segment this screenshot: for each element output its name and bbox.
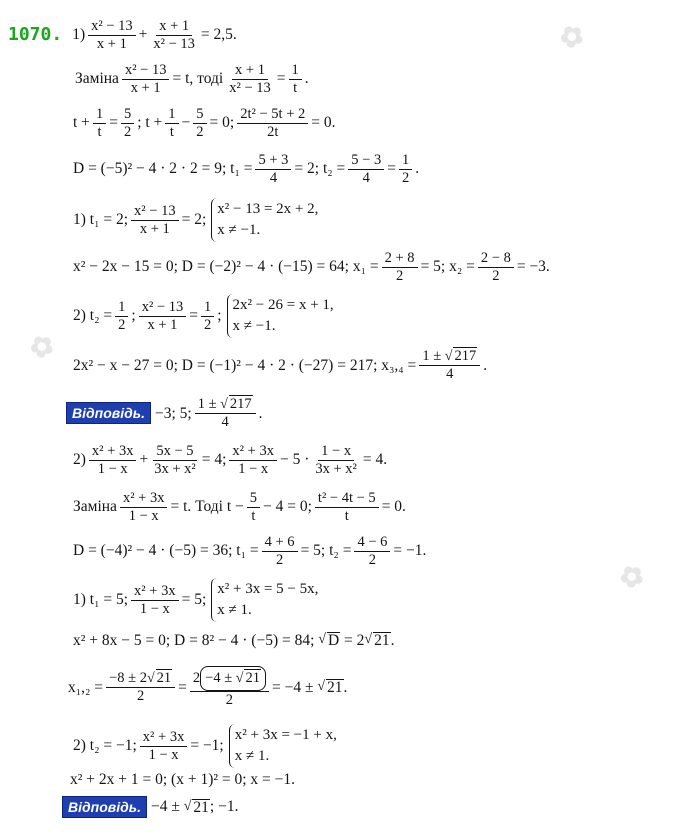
numerator — [106, 670, 175, 688]
radicand: 21 — [374, 632, 390, 649]
equation-text: = 2; — [181, 211, 207, 229]
denominator: 2 — [275, 551, 284, 568]
equation-text: = t, тоді — [172, 70, 224, 88]
equation-text: = 0. — [311, 114, 336, 132]
equation-text: −4 ± — [150, 798, 180, 816]
radicand: 217 — [229, 396, 252, 412]
fraction — [151, 443, 199, 477]
equation-text: ; — [131, 307, 136, 325]
equation-line-16 — [73, 724, 337, 768]
equation-text: 2) t₂ = — [73, 307, 113, 325]
equation-text: D = (−4)² − 4 · (−5) = 36; t₁ = — [73, 542, 259, 560]
radicand: 21 — [327, 679, 343, 697]
equation-text: t + — [73, 114, 90, 132]
fraction — [354, 534, 390, 568]
numerator: x² − 13 — [88, 18, 136, 36]
fraction — [121, 106, 134, 140]
denominator: 2 — [401, 169, 410, 186]
equation-line-10 — [73, 443, 387, 477]
denominator: 2 — [492, 267, 500, 284]
watermark-mark: ✿ — [553, 17, 590, 56]
numerator: 1 — [93, 106, 106, 124]
equation-text: = — [276, 70, 286, 88]
equation-text: = 5; t₂ = — [300, 542, 352, 560]
equation-text: = 2 — [344, 631, 365, 649]
equation-line-13 — [73, 578, 318, 622]
fraction — [106, 670, 175, 705]
fraction — [195, 396, 256, 431]
equation-text: = −1; — [190, 737, 224, 755]
equation-text: = — [189, 307, 198, 325]
denominator: 2 — [136, 688, 145, 705]
equation-system — [211, 198, 318, 242]
equation-line-8 — [73, 348, 487, 383]
denominator: 3x + x² — [154, 460, 196, 477]
numerator — [195, 396, 256, 414]
denominator: 2 — [118, 316, 126, 333]
equation-text: x₁,₂ = — [68, 678, 104, 696]
radicand: 21 — [245, 670, 260, 686]
equation-line-7 — [73, 294, 334, 338]
denominator: 2 — [203, 316, 212, 333]
numerator: 1 — [399, 152, 412, 170]
numerator: t² − 4t − 5 — [315, 490, 379, 508]
substitution-word: Заміна — [73, 498, 117, 516]
fraction — [193, 106, 206, 140]
denominator: 2 — [123, 123, 132, 140]
fraction — [190, 666, 269, 709]
answer-label: Відповідь. — [66, 402, 151, 424]
equation-text: ; t + — [137, 114, 163, 132]
numerator: x² − 13 — [131, 203, 179, 221]
radical-sign: √ — [183, 799, 192, 814]
numerator-text: 1 ± — [197, 396, 217, 412]
denominator: 1 − x — [148, 746, 179, 763]
denominator: 4 — [269, 169, 278, 186]
radical-sign: √ — [318, 632, 326, 648]
equation-text: . — [483, 356, 488, 374]
denominator: t — [251, 507, 256, 524]
numerator: x + 1 — [232, 62, 268, 80]
numerator: 1 − x — [318, 443, 354, 461]
denominator: 1 − x — [128, 507, 159, 524]
numerator — [419, 348, 480, 366]
denominator: x + 1 — [147, 316, 178, 333]
numerator: 2 − 8 — [478, 250, 514, 268]
operator: + — [139, 451, 149, 469]
denominator: 2 — [225, 692, 234, 709]
numerator: x² − 13 — [122, 62, 170, 80]
fraction — [131, 583, 179, 617]
equation-text: = −4 ± — [271, 678, 314, 696]
numerator: x² + 3x — [120, 490, 168, 508]
equation-line-6 — [73, 250, 550, 284]
answer-label: Відповідь. — [62, 796, 147, 818]
denominator: 2 — [368, 551, 377, 568]
denominator: 1 − x — [97, 460, 128, 477]
denominator: x² − 13 — [153, 35, 195, 52]
fraction — [88, 18, 136, 52]
equation-text: = 0; — [209, 114, 235, 132]
equation-line-2 — [75, 62, 309, 96]
numerator — [190, 666, 269, 692]
denominator: 4 — [221, 414, 229, 431]
numerator: 5 + 3 — [255, 152, 291, 170]
equation-line-4 — [73, 152, 419, 186]
equation-text: − — [181, 114, 191, 132]
denominator: x + 1 — [130, 79, 161, 96]
equation-text: ; −1. — [209, 798, 239, 816]
fraction — [312, 443, 360, 477]
equation-line-11 — [73, 490, 406, 524]
equation-text: x² + 8x − 5 = 0; D = 8² − 4 · (−5) = 84; — [73, 631, 315, 649]
denominator: x + 1 — [96, 35, 127, 52]
equation-text: − 4 = 0; — [263, 498, 312, 516]
radical-sign: √ — [364, 632, 373, 648]
numerator: 5 − 3 — [348, 152, 384, 170]
fraction — [247, 490, 260, 524]
equation-text: . — [390, 631, 395, 649]
fraction — [262, 534, 298, 568]
fraction — [348, 152, 384, 186]
fraction — [139, 299, 187, 333]
equation-line-12 — [73, 534, 426, 568]
radicand: 21 — [193, 798, 209, 816]
equation-system — [227, 294, 334, 338]
equation-line-14 — [73, 632, 394, 649]
denominator: 2 — [196, 123, 204, 140]
equation-text: ; — [217, 307, 222, 325]
equation-text: D = (−5)² − 4 · 2 · 2 = 9; t₁ = — [73, 160, 253, 178]
equation-line-5 — [73, 198, 318, 242]
equation-text: 1) t₁ = 5; — [73, 591, 129, 609]
equation-text: = 2; t₂ = — [294, 160, 346, 178]
system-row: x² + 3x = −1 + x, — [234, 727, 337, 743]
system-row: x² − 13 = 2x + 2, — [217, 201, 319, 217]
equation-text: 1) t₁ = 2; — [73, 211, 129, 229]
equation-line-1 — [8, 18, 237, 52]
equation-line-3 — [73, 106, 336, 140]
parenthesized-expression — [200, 666, 266, 691]
equation-text: x² + 2x + 1 = 0; (x + 1)² = 0; x = −1. — [70, 771, 296, 788]
denominator: 3x + x² — [315, 460, 357, 477]
problem-number: 1070. — [8, 24, 63, 46]
equation-text: = −1. — [393, 542, 427, 560]
denominator: 4 — [446, 366, 454, 383]
numerator-text: 2 — [192, 670, 201, 686]
equation-text: x² − 2x − 15 = 0; D = (−2)² − 4 · (−15) = 64; x₁ = — [73, 258, 379, 276]
equation-text: . — [343, 678, 348, 696]
fraction — [255, 152, 291, 186]
fraction — [315, 490, 379, 524]
equation-text: = 2,5. — [200, 26, 237, 44]
denominator: t — [344, 507, 349, 524]
radicand: 21 — [156, 670, 172, 686]
equation-text: = — [178, 678, 187, 696]
numerator: 2 + 8 — [382, 250, 418, 268]
numerator: 2t² − 5t + 2 — [237, 106, 308, 124]
denominator: 4 — [362, 169, 370, 186]
denominator: x² − 13 — [229, 79, 271, 96]
fraction — [419, 348, 480, 383]
part-label: 2) — [73, 451, 86, 469]
system-row: x ≠ −1. — [232, 318, 276, 334]
numerator: x² + 3x — [89, 443, 137, 461]
numerator: 5 — [247, 490, 260, 508]
equation-text: = −3. — [516, 258, 550, 276]
denominator: x + 1 — [139, 220, 170, 237]
equation-text: = t. Тоді t − — [170, 498, 244, 516]
denominator: 2t — [267, 123, 279, 140]
equation-system — [229, 724, 337, 768]
equation-text: . — [258, 404, 263, 422]
numerator: x² + 3x — [229, 443, 277, 461]
numerator: 1 — [201, 299, 214, 317]
numerator: x + 1 — [156, 18, 192, 36]
equation-text: = 0. — [381, 498, 406, 516]
numerator: 5 — [121, 106, 134, 124]
radical-sign: √ — [235, 671, 244, 686]
equation-text: = 4. — [362, 451, 388, 469]
fraction — [89, 443, 137, 477]
numerator: 5 — [193, 106, 206, 124]
system-row: x ≠ 1. — [217, 602, 252, 618]
radicand: 217 — [454, 348, 477, 364]
fraction — [150, 18, 198, 52]
fraction — [201, 299, 214, 333]
substitution-word: Заміна — [75, 70, 119, 88]
fraction — [226, 62, 274, 96]
equation-text: . — [415, 160, 420, 178]
numerator: 1 — [289, 62, 302, 80]
fraction — [93, 106, 106, 140]
watermark-mark: ✿ — [613, 557, 650, 596]
equation-line-15 — [68, 666, 347, 709]
part-label: 1) — [72, 26, 86, 44]
equation-text: −3; 5; — [154, 404, 192, 422]
fraction — [478, 250, 514, 284]
fraction — [382, 250, 418, 284]
numerator: 5x − 5 — [153, 443, 196, 461]
answer-line-2 — [62, 796, 238, 818]
fraction — [289, 62, 302, 96]
numerator: x² − 13 — [139, 299, 187, 317]
fraction — [140, 729, 188, 763]
fraction — [229, 443, 277, 477]
numerator-text: 1 ± — [422, 348, 442, 364]
system-row: 2x² − 26 = x + 1, — [232, 297, 334, 313]
equation-text: 2x² − x − 27 = 0; D = (−1)² − 4 · 2 · (−27) = 217; x₃,₄ = — [73, 356, 417, 374]
denominator: 1 − x — [139, 600, 170, 617]
radical-sign: √ — [444, 349, 453, 364]
equation-text: . — [304, 70, 309, 88]
operator: + — [138, 26, 148, 44]
radical-sign: √ — [220, 397, 228, 412]
numerator: 4 − 6 — [354, 534, 390, 552]
fraction — [399, 152, 412, 186]
numerator: x² + 3x — [140, 729, 188, 747]
equation-line-17 — [70, 772, 295, 788]
equation-text: = 4; — [201, 451, 227, 469]
denominator: 1 − x — [238, 460, 269, 477]
answer-line-1 — [66, 396, 262, 431]
numerator: x² + 3x — [131, 583, 179, 601]
denominator: t — [97, 123, 102, 140]
denominator: t — [293, 79, 298, 96]
fraction — [237, 106, 308, 140]
radical-sign: √ — [317, 679, 326, 695]
radicand: D — [327, 632, 340, 649]
numerator-text: −8 ± 2 — [109, 670, 147, 686]
fraction — [165, 106, 178, 140]
denominator: 2 — [395, 267, 404, 284]
equation-text: = 5; — [181, 591, 207, 609]
fraction — [122, 62, 170, 96]
numerator: 1 — [115, 299, 128, 317]
equation-text: = 5; x₂ = — [420, 258, 475, 276]
numerator: 1 — [165, 106, 178, 124]
fraction — [120, 490, 168, 524]
equation-text: 2) t₂ = −1; — [73, 737, 137, 755]
equation-text: = — [109, 114, 118, 132]
equation-text: = — [387, 160, 396, 178]
numerator: 4 + 6 — [262, 534, 298, 552]
system-row: x ≠ −1. — [217, 222, 261, 238]
equation-system — [211, 578, 318, 622]
fraction — [115, 299, 128, 333]
denominator: t — [169, 123, 174, 140]
system-row: x ≠ 1. — [234, 748, 270, 764]
operator: − 5 · — [279, 451, 310, 469]
fraction — [131, 203, 179, 237]
numerator-text: −4 ± — [205, 670, 233, 686]
system-row: x² + 3x = 5 − 5x, — [217, 581, 319, 597]
radical-sign: √ — [146, 671, 155, 686]
watermark-mark: ✿ — [23, 327, 60, 366]
